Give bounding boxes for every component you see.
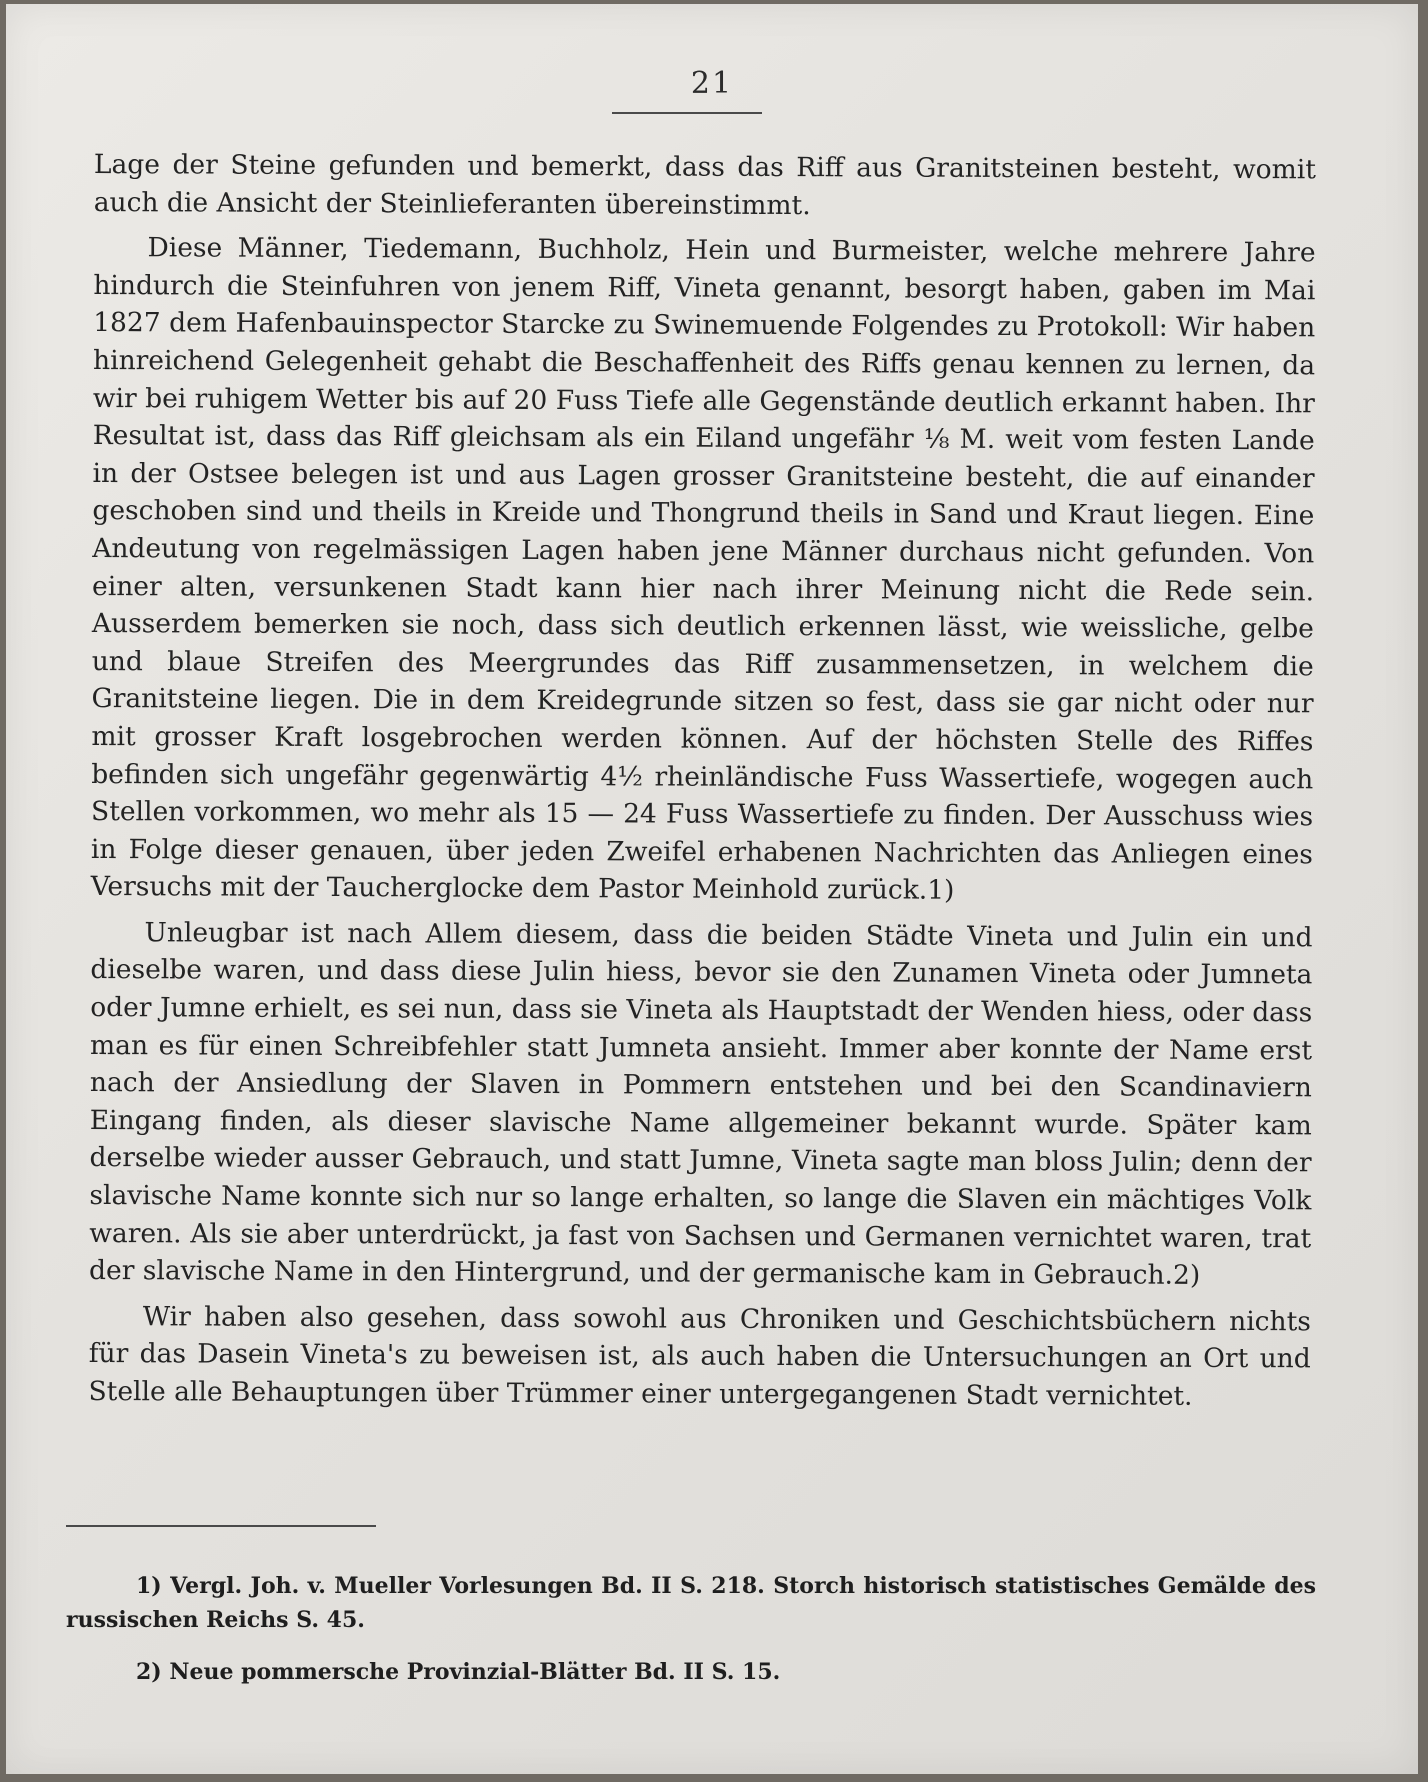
- footnote-2: 2) Neue pommersche Provinzial-Blätter Bd. II S. 15.: [136, 1659, 781, 1685]
- paragraph: Unleugbar ist nach Allem diesem, dass die beiden Städte Vineta und Julin ein und dieselbe waren, und dass diese Julin hiess, bevor sie den Zunamen Vineta oder Jumneta oder Jumne erhielt, es sei nun, dass sie Vineta als Hauptstadt der Wenden hiess, oder dass man es für einen Schreibfehler statt Jumneta ansieht. Immer aber konnte der Name erst nach der Ansiedlung der Slaven in Pommern entstehen und bei den Scandinaviern Eingang finden, als dieser slavische Name allgemeiner bekannt wurde. Später kam derselbe wieder ausser Gebrauch, und statt Jumne, Vineta sagte man bloss Julin; denn der slavische Name konnte sich nur so lange erhalten, so lange die Slaven ein mächtiges Volk waren. Als sie aber unterdrückt, ja fast von Sachsen und Germanen vernichtet waren, trat der slavische Name in den Hintergrund, und der germanische kam in Gebrauch.2): [89, 917, 1313, 1292]
- paragraph: Diese Männer, Tiedemann, Buchholz, Hein und Burmeister, welche mehrere Jahre hindurch die Steinfuhren von jenem Riff, Vineta genannt, besorgt haben, gaben im Mai 1827 dem Hafenbauinspector Starcke zu Swinemuende Folgendes zu Protokoll: Wir haben hinreichend Gelegenheit gehabt die Beschaffenheit des Riffs genau kennen zu lernen, da wir bei ruhigem Wetter bis auf 20 Fuss Tiefe alle Gegenstände deutlich erkannt haben. Ihr Resultat ist, dass das Riff gleichsam als ein Eiland ungefähr ⅛ M. weit vom festen Lande in der Ostsee belegen ist und aus Lagen grosser Granitsteine besteht, die auf einander geschoben sind und theils in Kreide und Thongrund theils in Sand und Kraut liegen. Eine Andeutung von regelmässigen Lagen haben jene Männer durchaus nicht gefunden. Von einer alten, versunkenen Stadt kann hier nach ihrer Meinung nicht die Rede sein. Ausserdem bemerken sie noch, dass sich deutlich erkennen lässt, wie weissliche, gelbe und blaue Streifen des Meergrundes das Riff zusammensetzen, in welchem die Granitsteine liegen. Die in dem Kreidegrunde sitzen so fest, dass sie gar nicht oder nur mit grosser Kraft losgebrochen werden können. Auf der höchsten Stelle des Riffes befinden sich ungefähr gegenwärtig 4½ rheinländische Fuss Wassertiefe, wogegen auch Stellen vorkommen, wo mehr als 15 — 24 Fuss Wassertiefe zu finden. Der Ausschuss wies in Folge dieser genauen, über jeden Zweifel erhabenen Nachrichten das Anliegen eines Versuchs mit der Taucherglocke dem Pastor Meinhold zurück.1): [90, 232, 1316, 907]
- book-page: [6, 4, 1418, 1774]
- footnote-1: 1) Vergl. Joh. v. Mueller Vorlesungen Bd. II S. 218. Storch historisch statistisches Gemälde des russischen Reichs S. 45.: [66, 1573, 1316, 1633]
- page-number: 21: [690, 66, 734, 101]
- paragraph-continued: Lage der Steine gefunden und bemerkt, dass das Riff aus Granitsteinen besteht, womit auch die Ansicht der Steinlieferanten übereinstimmt.: [93, 148, 1316, 221]
- footnotes: [66, 1569, 1316, 1707]
- body-text: [88, 146, 1316, 1424]
- paragraph: Wir haben also gesehen, dass sowohl aus Chroniken und Geschichtsbüchern nichts für das Dasein Vineta's zu beweisen ist, als auch haben die Untersuchungen an Ort und Stelle alle Behauptungen über Trümmer einer untergegangenen Stadt vernichtet.: [88, 1301, 1311, 1412]
- footnote-rule: [66, 1525, 376, 1527]
- header-rule: [612, 112, 762, 114]
